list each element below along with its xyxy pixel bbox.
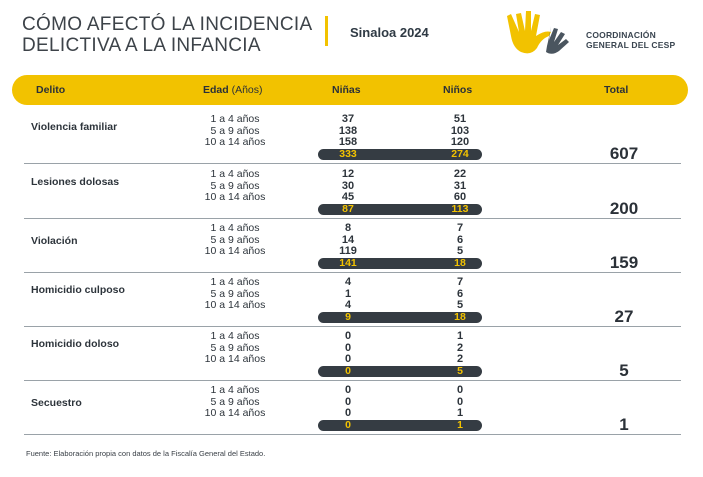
age-groups <box>190 385 280 420</box>
ninas-value: 0 <box>344 353 352 365</box>
ninos-value: 5 <box>456 245 464 257</box>
ninas-value: 8 <box>344 222 352 234</box>
ninos-value: 51 <box>453 113 467 125</box>
page-title <box>22 14 312 56</box>
ninos-value: 7 <box>456 222 464 234</box>
ninas-subtotal: 333 <box>339 148 357 160</box>
age-group: 10 a 14 años <box>204 353 266 365</box>
ninas-values <box>318 331 378 366</box>
ninas-value: 45 <box>341 191 355 203</box>
ninos-value: 120 <box>450 136 470 148</box>
subtotal-pill <box>318 366 482 377</box>
age-group: 10 a 14 años <box>204 407 266 419</box>
age-group: 10 a 14 años <box>204 299 266 311</box>
ninos-values <box>430 385 490 420</box>
ninos-value: 31 <box>453 179 467 192</box>
ninos-subtotal: 113 <box>451 203 469 215</box>
delito-label: Homicidio culposo <box>31 284 125 296</box>
subtotal-pill <box>318 204 482 215</box>
ninos-value: 22 <box>453 168 467 180</box>
ninas-subtotal: 141 <box>339 257 357 269</box>
table-header <box>12 75 688 105</box>
age-groups <box>190 169 280 204</box>
subtitle: Sinaloa 2024 <box>350 25 429 40</box>
row-total: 159 <box>609 253 639 272</box>
ninos-value: 2 <box>456 353 464 365</box>
title-line-2: DELICTIVA A LA INFANCIA <box>22 35 261 56</box>
ninos-subtotal: 18 <box>454 311 466 323</box>
ninos-value: 6 <box>456 287 464 300</box>
ninos-value: 2 <box>456 341 464 354</box>
ninos-subtotal: 5 <box>457 365 463 377</box>
ninas-value: 1 <box>344 287 352 300</box>
col-ninas: Niñas <box>332 84 361 96</box>
delito-label: Secuestro <box>31 397 82 409</box>
hands-icon <box>505 6 585 58</box>
ninas-value: 14 <box>341 233 355 246</box>
title-line-1: CÓMO AFECTÓ LA INCIDENCIA <box>22 14 313 35</box>
age-group: 1 a 4 años <box>210 276 260 288</box>
ninas-value: 0 <box>344 330 352 342</box>
age-groups <box>190 277 280 312</box>
source-note: Fuente: Elaboración propia con datos de la Fiscalía General del Estado. <box>26 449 266 458</box>
ninas-value: 0 <box>344 395 352 408</box>
ninos-values <box>430 223 490 258</box>
col-total: Total <box>604 84 629 96</box>
ninos-values <box>430 169 490 204</box>
row-total: 27 <box>614 307 634 326</box>
ninos-value: 5 <box>456 299 464 311</box>
subtotal-pill <box>318 312 482 323</box>
ninas-values <box>318 169 378 204</box>
row-total: 607 <box>609 144 639 163</box>
ninas-value: 0 <box>344 407 352 419</box>
age-group: 10 a 14 años <box>204 245 266 257</box>
age-group: 5 a 9 años <box>210 395 260 408</box>
ninos-value: 1 <box>456 407 464 419</box>
age-group: 5 a 9 años <box>210 341 260 354</box>
ninas-value: 30 <box>341 179 355 192</box>
row-total: 1 <box>619 415 629 434</box>
ninas-subtotal: 9 <box>345 311 351 323</box>
ninos-value: 6 <box>456 233 464 246</box>
ninas-subtotal: 0 <box>345 365 351 377</box>
age-groups <box>190 114 280 149</box>
ninas-values <box>318 223 378 258</box>
age-group: 5 a 9 años <box>210 233 260 246</box>
delito-label: Violencia familiar <box>31 121 118 133</box>
ninas-values <box>318 114 378 149</box>
ninas-value: 0 <box>344 384 352 396</box>
age-group: 1 a 4 años <box>210 384 260 396</box>
delito-label: Violación <box>31 235 78 247</box>
age-group: 5 a 9 años <box>210 179 260 192</box>
ninos-value: 1 <box>456 330 464 342</box>
logo-text: COORDINACIÓN GENERAL DEL CESP <box>586 30 676 50</box>
ninos-subtotal: 1 <box>457 419 463 431</box>
ninas-subtotal: 0 <box>345 419 351 431</box>
age-group: 1 a 4 años <box>210 168 260 180</box>
age-group: 5 a 9 años <box>210 124 260 137</box>
ninos-value: 103 <box>450 124 470 137</box>
age-group: 1 a 4 años <box>210 330 260 342</box>
ninos-value: 60 <box>453 191 467 203</box>
age-group: 1 a 4 años <box>210 222 260 234</box>
ninas-value: 4 <box>344 276 352 288</box>
col-ninos: Niños <box>443 84 473 96</box>
ninas-values <box>318 385 378 420</box>
cesp-logo <box>505 6 695 58</box>
ninas-values <box>318 277 378 312</box>
age-group: 10 a 14 años <box>204 191 266 203</box>
ninos-values <box>430 114 490 149</box>
ninas-value: 4 <box>344 299 352 311</box>
delito-label: Homicidio doloso <box>31 338 120 350</box>
ninos-value: 0 <box>456 395 464 408</box>
ninos-subtotal: 274 <box>451 148 469 160</box>
row-total: 5 <box>619 361 629 380</box>
ninas-subtotal: 87 <box>342 203 354 215</box>
ninas-value: 158 <box>338 136 358 148</box>
subtotal-pill <box>318 420 482 431</box>
ninos-values <box>430 331 490 366</box>
ninas-value: 0 <box>344 341 352 354</box>
col-delito: Delito <box>36 84 66 96</box>
ninos-values <box>430 277 490 312</box>
row-total: 200 <box>609 199 639 218</box>
subtotal-pill <box>318 149 482 160</box>
age-group: 5 a 9 años <box>210 287 260 300</box>
ninos-value: 0 <box>456 384 464 396</box>
age-groups <box>190 331 280 366</box>
ninos-subtotal: 18 <box>454 257 466 269</box>
ninos-value: 7 <box>456 276 464 288</box>
ninas-value: 12 <box>341 168 355 180</box>
age-group: 1 a 4 años <box>210 113 260 125</box>
col-edad: Edad (Años) <box>203 84 263 96</box>
subtotal-pill <box>318 258 482 269</box>
ninas-value: 138 <box>338 124 358 137</box>
title-divider <box>325 16 328 46</box>
age-group: 10 a 14 años <box>204 136 266 148</box>
age-groups <box>190 223 280 258</box>
ninas-value: 37 <box>341 113 355 125</box>
ninas-value: 119 <box>339 245 357 257</box>
delito-label: Lesiones dolosas <box>31 176 120 188</box>
